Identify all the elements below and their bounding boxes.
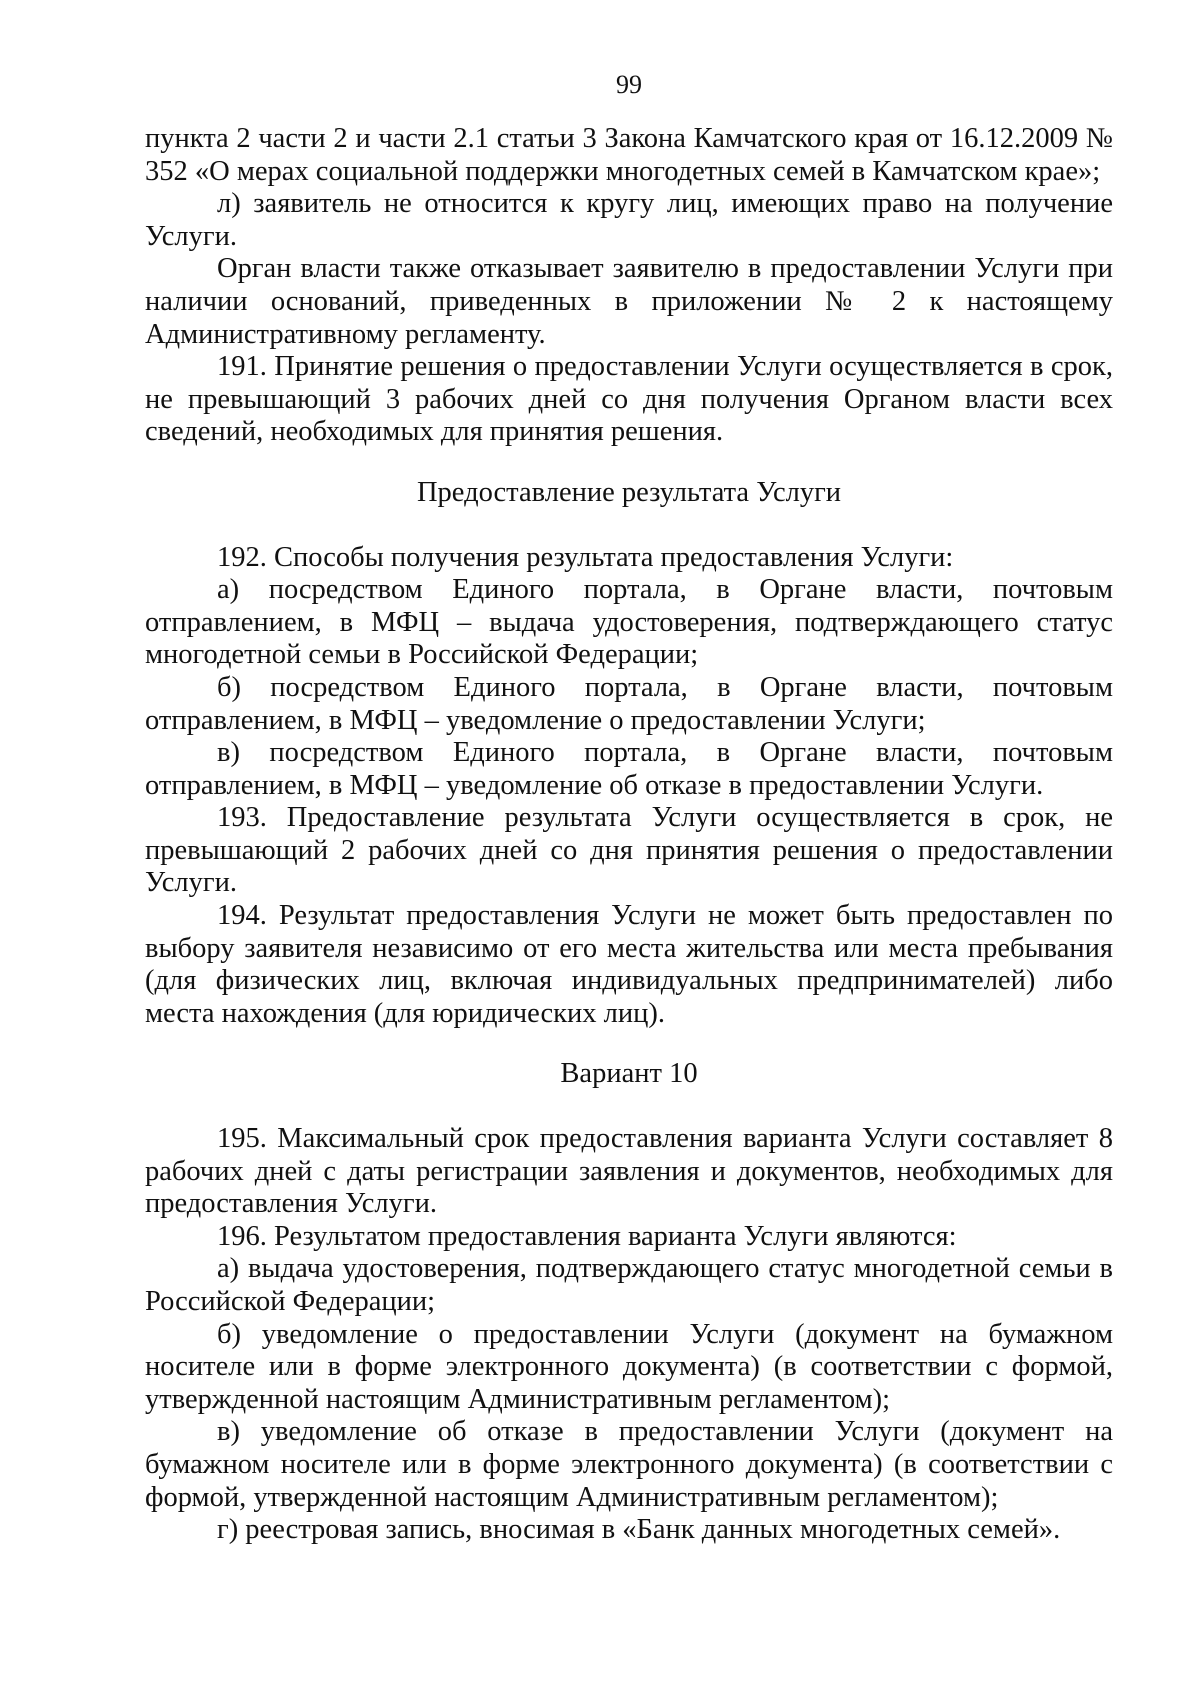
section-top	[145, 123, 1113, 449]
heading-variant: Вариант 10	[560, 1058, 698, 1090]
heading-result: Предоставление результата Услуги	[416, 476, 842, 508]
paragraph-continuation: пункта 2 части 2 и части 2.1 статьи 3 Закона Камчатского края от 16.12.2009 № 352 «О мерах социальной поддержки многодетных семей в Камчатском крае»;	[145, 123, 1113, 187]
paragraph-refusal: Орган власти также отказывает заявителю в предоставлении Услуги при наличии оснований, приведенных в приложении № 2 к настоящему Административному регламенту.	[145, 253, 1113, 350]
paragraph-195: 195. Максимальный срок предоставления варианта Услуги составляет 8 рабочих дней с даты регистрации заявления и документов, необходимых для предоставления Услуги.	[145, 1123, 1113, 1220]
paragraph-192v: в) посредством Единого портала, в Органе власти, почтовым отправлением, в МФЦ – уведомление об отказе в предоставлении Услуги.	[145, 737, 1113, 801]
paragraph-192b: б) посредством Единого портала, в Органе власти, почтовым отправлением, в МФЦ – уведомление о предоставлении Услуги;	[145, 671, 1113, 736]
paragraph-196: 196. Результатом предоставления варианта Услуги являются:	[217, 1220, 957, 1252]
paragraph-item-l: л) заявитель не относится к кругу лиц, имеющих право на получение Услуги.	[145, 188, 1113, 252]
paragraph-196a: а) выдача удостоверения, подтверждающего статус многодетной семьи в Российской Федерации;	[145, 1253, 1113, 1317]
paragraph-192: 192. Способы получения результата предоставления Услуги:	[217, 541, 954, 573]
document-body	[145, 123, 1113, 1547]
page-number: 99	[616, 70, 642, 99]
paragraph-191: 191. Принятие решения о предоставлении Услуги осуществляется в срок, не превышающий 3 рабочих дней со дня получения Органом власти всех сведений, необходимых для принятия решения.	[145, 351, 1113, 448]
paragraph-192a: а) посредством Единого портала, в Органе власти, почтовым отправлением, в МФЦ – выдача удостоверения, подтверждающего статус многодетной семьи в Российской Федерации;	[145, 574, 1113, 671]
paragraph-196b: б) уведомление о предоставлении Услуги (документ на бумажном носителе или в форме электронного документа) (в соответствии с формой, утвержденной настоящим Административным регламентом);	[145, 1318, 1113, 1415]
paragraph-196g: г) реестровая запись, вносимая в «Банк данных многодетных семей».	[217, 1514, 1061, 1546]
section-middle	[145, 542, 1113, 1031]
section-bottom	[145, 1123, 1113, 1547]
paragraph-194: 194. Результат предоставления Услуги не может быть предоставлен по выбору заявителя независимо от его места жительства или места пребывания (для физических лиц, включая индивидуальных предпринимателей) либо места нахождения (для юридических лиц).	[145, 900, 1113, 1029]
paragraph-193: 193. Предоставление результата Услуги осуществляется в срок, не превышающий 2 рабочих дней со дня принятия решения о предоставлении Услуги.	[145, 802, 1113, 899]
paragraph-196v: в) уведомление об отказе в предоставлении Услуги (документ на бумажном носителе или в форме электронного документа) (в соответствии с формой, утвержденной настоящим Административным регламентом);	[145, 1416, 1113, 1513]
